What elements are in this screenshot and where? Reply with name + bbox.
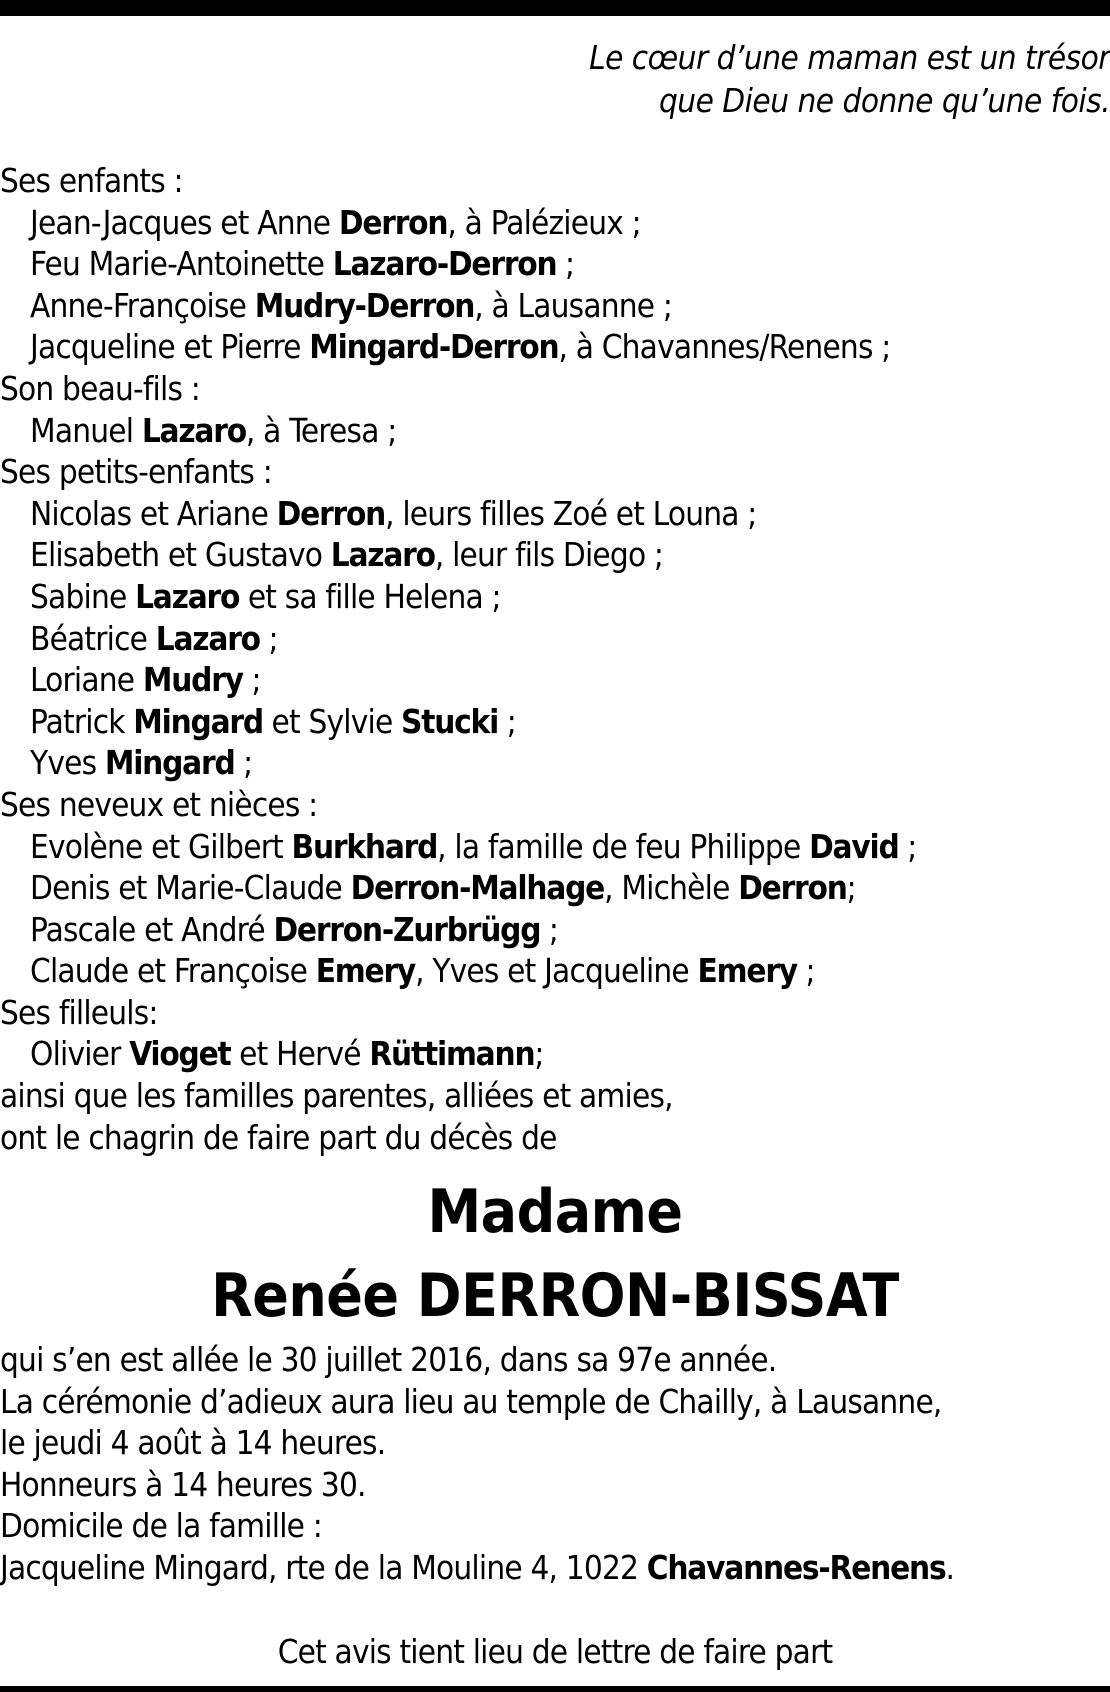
entry-text: Anne-Françoise [30, 285, 255, 325]
ceremony-date-line: le jeudi 4 août à 14 heures. [0, 1423, 386, 1463]
family-entry [0, 410, 1110, 452]
entry-text: Béatrice [30, 618, 156, 658]
family-address-label: Domicile de la famille : [0, 1506, 322, 1546]
entry-text: , à Palézieux ; [447, 202, 641, 242]
family-name: Lazaro [155, 618, 260, 658]
family-name: Emery [315, 951, 416, 991]
family-name: Lazaro [135, 576, 240, 616]
family-entry [0, 826, 1110, 868]
entry-text: Jacqueline et Pierre [30, 327, 310, 367]
entry-text: et sa fille Helena ; [239, 576, 501, 616]
family-entry [0, 867, 1110, 909]
family-name: Mingard [133, 701, 263, 741]
entry-text: ; [898, 826, 917, 866]
entry-text: Loriane [30, 660, 143, 700]
deceased-title: Madame [427, 1177, 683, 1247]
family-entry [0, 202, 1110, 244]
family-entry [0, 618, 1110, 660]
family-name: Derron-Zurbrügg [273, 909, 541, 949]
entry-text: ; [498, 701, 516, 741]
family-entry [0, 950, 1110, 992]
family-entry [0, 493, 1110, 535]
family-entry [0, 1033, 1110, 1075]
section-label-son-in-law: Son beau-fils : [0, 368, 200, 408]
family-name: Derron-Malhage [350, 868, 605, 908]
family-name: Vioget [129, 1034, 231, 1074]
entry-text: , à Chavannes/Renens ; [558, 327, 891, 367]
ceremony-details [0, 1339, 1110, 1589]
section-label-grandchildren: Ses petits-enfants : [0, 452, 272, 492]
family-entry [0, 285, 1110, 327]
entry-text: Denis et Marie-Claude [30, 868, 351, 908]
family-name: Burkhard [291, 826, 438, 866]
entry-text: Evolène et Gilbert [30, 826, 292, 866]
entry-text: ; [796, 951, 815, 991]
family-name: Lazaro [141, 410, 246, 450]
entry-text: Sabine [30, 576, 136, 616]
section-label-godchildren: Ses filleuls: [0, 992, 158, 1032]
entry-text: , leur fils Diego ; [434, 535, 664, 575]
entry-text: , Yves et Jacqueline [415, 951, 698, 991]
family-name: Mudry [142, 660, 243, 700]
entry-text: Jean-Jacques et Anne [30, 202, 339, 242]
entry-text: Feu Marie-Antoinette [30, 244, 333, 284]
family-name: Rüttimann [369, 1034, 535, 1074]
entry-text: , la famille de feu Philippe [437, 826, 810, 866]
deceased-heading [0, 1170, 1110, 1338]
entry-text: ; [556, 244, 575, 284]
family-name: Stucki [401, 701, 499, 741]
entry-text: et Sylvie [262, 701, 402, 741]
family-name: Lazaro [330, 535, 435, 575]
honours-line: Honneurs à 14 heures 30. [0, 1464, 366, 1504]
bottom-rule [0, 1686, 1110, 1692]
entry-text: , Michèle [604, 868, 739, 908]
entry-text: ; [534, 1034, 544, 1074]
address-locality: Chavannes-Renens [646, 1547, 946, 1587]
entry-text: , à Teresa ; [245, 410, 397, 450]
top-rule [0, 0, 1110, 16]
entry-text: Pascale et André [30, 909, 274, 949]
entry-text: Elisabeth et Gustavo [30, 535, 331, 575]
family-list [0, 160, 1110, 1158]
family-entry [0, 742, 1110, 784]
entry-text: , à Lausanne ; [474, 285, 673, 325]
announcement-line: ont le chagrin de faire part du décès de [0, 1117, 557, 1157]
address-text: Jacqueline Mingard, rte de la Mouline 4, 1022 [0, 1547, 647, 1587]
entry-text: ; [242, 660, 261, 700]
family-name: Lazaro-Derron [332, 244, 557, 284]
family-entry [0, 701, 1110, 743]
entry-text: Yves [30, 743, 105, 783]
family-address [0, 1547, 1110, 1589]
family-name: Mudry-Derron [254, 285, 475, 325]
family-entry [0, 243, 1110, 285]
entry-text: Nicolas et Ariane [30, 493, 277, 533]
family-entry [0, 659, 1110, 701]
deceased-name: Renée DERRON-BISSAT [211, 1261, 899, 1331]
entry-text: Patrick [30, 701, 134, 741]
ceremony-line: La cérémonie d’adieux aura lieu au temple de Chailly, à Lausanne, [0, 1381, 942, 1421]
entry-text: ; [540, 909, 559, 949]
section-label-nephews-nieces: Ses neveux et nièces : [0, 784, 318, 824]
entry-text: Manuel [30, 410, 142, 450]
epigraph [410, 36, 1110, 122]
also-families-line: ainsi que les familles parentes, alliées et amies, [0, 1076, 673, 1116]
family-name: Mingard-Derron [309, 327, 559, 367]
family-entry [0, 909, 1110, 951]
passing-line: qui s’en est allée le 30 juillet 2016, dans sa 97e année. [0, 1340, 777, 1379]
family-name: David [809, 826, 899, 866]
family-name: Derron [738, 868, 847, 908]
family-name: Mingard [104, 743, 235, 783]
epigraph-line: que Dieu ne donne qu’une fois. [658, 81, 1110, 120]
family-entry [0, 576, 1110, 618]
family-name: Derron [338, 202, 448, 242]
entry-text: , leurs filles Zoé et Louna ; [385, 493, 757, 533]
entry-text: Claude et Françoise [30, 951, 316, 991]
section-label-children: Ses enfants : [0, 161, 183, 200]
family-name: Emery [697, 951, 797, 991]
entry-text: ; [846, 868, 856, 908]
entry-text: et Hervé [230, 1034, 370, 1074]
family-name: Derron [276, 493, 386, 533]
entry-text: Olivier [30, 1034, 130, 1074]
entry-text: ; [234, 743, 253, 783]
family-entry [0, 534, 1110, 576]
address-text: . [945, 1547, 955, 1587]
epigraph-line: Le cœur d’une maman est un trésor [589, 38, 1110, 77]
entry-text: ; [259, 618, 278, 658]
family-entry [0, 326, 1110, 368]
footer-note: Cet avis tient lieu de lettre de faire part [277, 1632, 833, 1671]
